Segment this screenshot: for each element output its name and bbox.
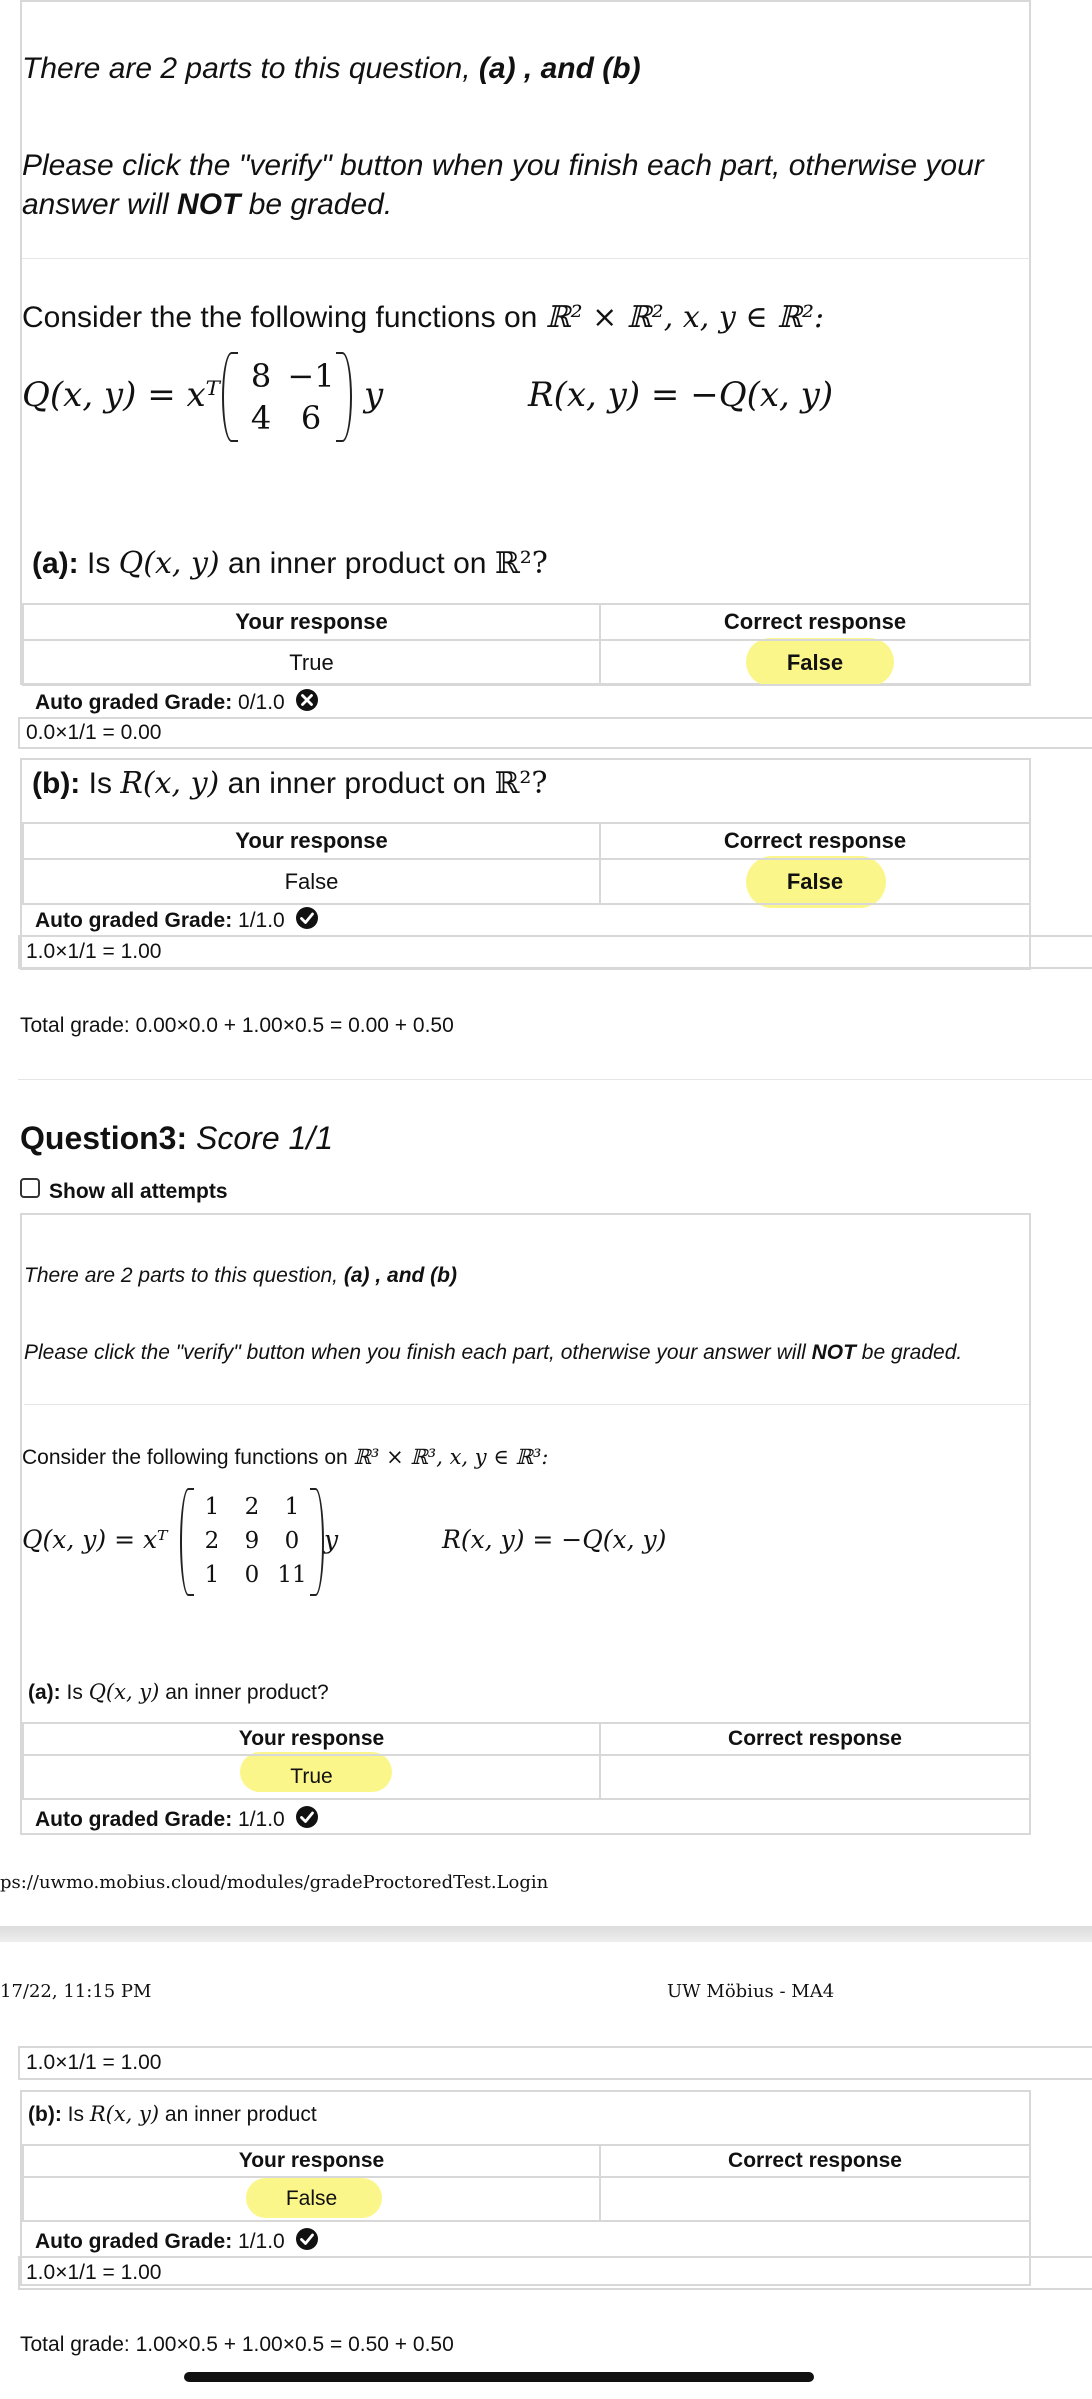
your-response-value: True	[23, 1755, 600, 1799]
q3-part-a-question: (a): Is Q(x, y) an inner product?	[28, 1680, 329, 1704]
q3-matrix: 1 2 1 2 9 0 1 0 11	[204, 1494, 307, 1588]
print-datetime: 17/22, 11:15 PM	[0, 1981, 152, 2002]
parts-note: There are 2 parts to this question, (a) , and (b)	[22, 52, 641, 85]
q3-part-b-response-table	[22, 2144, 1031, 2222]
question2-box	[20, 0, 1031, 685]
correct-response-value: False	[600, 640, 1030, 685]
divider	[22, 258, 1030, 259]
correct-icon	[295, 906, 319, 930]
q3-q-formula-left: Q(x, y) = xᵀ	[22, 1525, 168, 1554]
incorrect-icon	[295, 688, 319, 712]
your-response-value: False	[23, 2177, 600, 2221]
q3-consider-text: Consider the following functions on ℝ³ × ℝ³, x, y ∈ ℝ³:	[22, 1445, 549, 1469]
divider	[18, 1079, 1092, 1080]
print-site-title: UW Möbius - MA4	[667, 1981, 835, 2002]
correct-response-value: False	[600, 859, 1030, 904]
part-b-calc: 1.0×1/1 = 1.00	[18, 935, 1092, 969]
consider-text: Consider the the following functions on ℝ² × ℝ², x, y ∈ ℝ²:	[22, 300, 825, 335]
q3-part-b-question: (b): Is R(x, y) an inner product	[28, 2102, 317, 2126]
q3-parts-note: There are 2 parts to this question, (a) , and (b)	[24, 1264, 457, 1287]
correct-response-header: Correct response	[600, 604, 1030, 640]
your-response-value: False	[23, 859, 600, 904]
correct-response-value	[600, 2177, 1030, 2221]
part-a-response-table	[22, 603, 1031, 686]
part-b-response-table	[22, 822, 1031, 905]
part-a-grade: Auto graded Grade: 0/1.0	[35, 688, 319, 715]
part-b-question: (b): Is R(x, y) an inner product on ℝ²?	[32, 766, 548, 801]
correct-response-header: Correct response	[600, 1723, 1030, 1755]
r-formula: R(x, y) = −Q(x, y)	[528, 375, 834, 415]
q3-q-formula-right: y	[324, 1525, 339, 1554]
your-response-header: Your response	[23, 1723, 600, 1755]
question3-heading: Question3: Score 1/1	[20, 1120, 333, 1156]
q3-part-b-calc: 1.0×1/1 = 1.00	[18, 2256, 1092, 2290]
show-attempts-checkbox[interactable]	[20, 1178, 40, 1198]
q-formula-left: Q(x, y) = xᵀ	[22, 375, 220, 415]
your-response-header: Your response	[23, 604, 600, 640]
home-indicator[interactable]	[184, 2372, 814, 2382]
part-b-grade: Auto graded Grade: 1/1.0	[35, 906, 319, 933]
correct-icon	[295, 2227, 319, 2251]
q3-part-a-response-table	[22, 1722, 1031, 1800]
part-a-question: (a): Is Q(x, y) an inner product on ℝ²?	[32, 546, 548, 581]
q-formula-right: y	[364, 375, 384, 415]
verify-note: Please click the "verify" button when you finish each part, otherwise your answer will NOT be graded.	[22, 149, 984, 221]
part-a-calc: 0.0×1/1 = 0.00	[18, 717, 1092, 749]
q3-part-a-grade: Auto graded Grade: 1/1.0	[35, 1805, 319, 1832]
correct-icon	[295, 1805, 319, 1829]
q3-verify-note: Please click the "verify" button when you finish each part, otherwise your answer will NOT be graded.	[24, 1341, 963, 1364]
correct-response-header: Correct response	[600, 2145, 1030, 2177]
your-response-header: Your response	[23, 2145, 600, 2177]
page-break	[0, 1926, 1092, 1942]
q3-part-b-grade: Auto graded Grade: 1/1.0	[35, 2227, 319, 2254]
q2-matrix: 8 −1 4 6	[250, 357, 335, 437]
your-response-value: True	[23, 640, 600, 685]
divider	[24, 1404, 1029, 1405]
q2-total-grade: Total grade: 0.00×0.0 + 1.00×0.5 = 0.00 + 0.50	[20, 1014, 454, 1037]
q3-r-formula: R(x, y) = −Q(x, y)	[442, 1525, 667, 1554]
show-attempts-label[interactable]: Show all attempts	[49, 1180, 228, 1203]
q3-total-grade: Total grade: 1.00×0.5 + 1.00×0.5 = 0.50 + 0.50	[20, 2333, 454, 2356]
correct-response-header: Correct response	[600, 823, 1030, 859]
your-response-header: Your response	[23, 823, 600, 859]
correct-response-value	[600, 1755, 1030, 1799]
print-url: ps://uwmo.mobius.cloud/modules/gradeProctoredTest.Login	[0, 1872, 549, 1893]
q3-part-a-calc: 1.0×1/1 = 1.00	[18, 2046, 1092, 2080]
